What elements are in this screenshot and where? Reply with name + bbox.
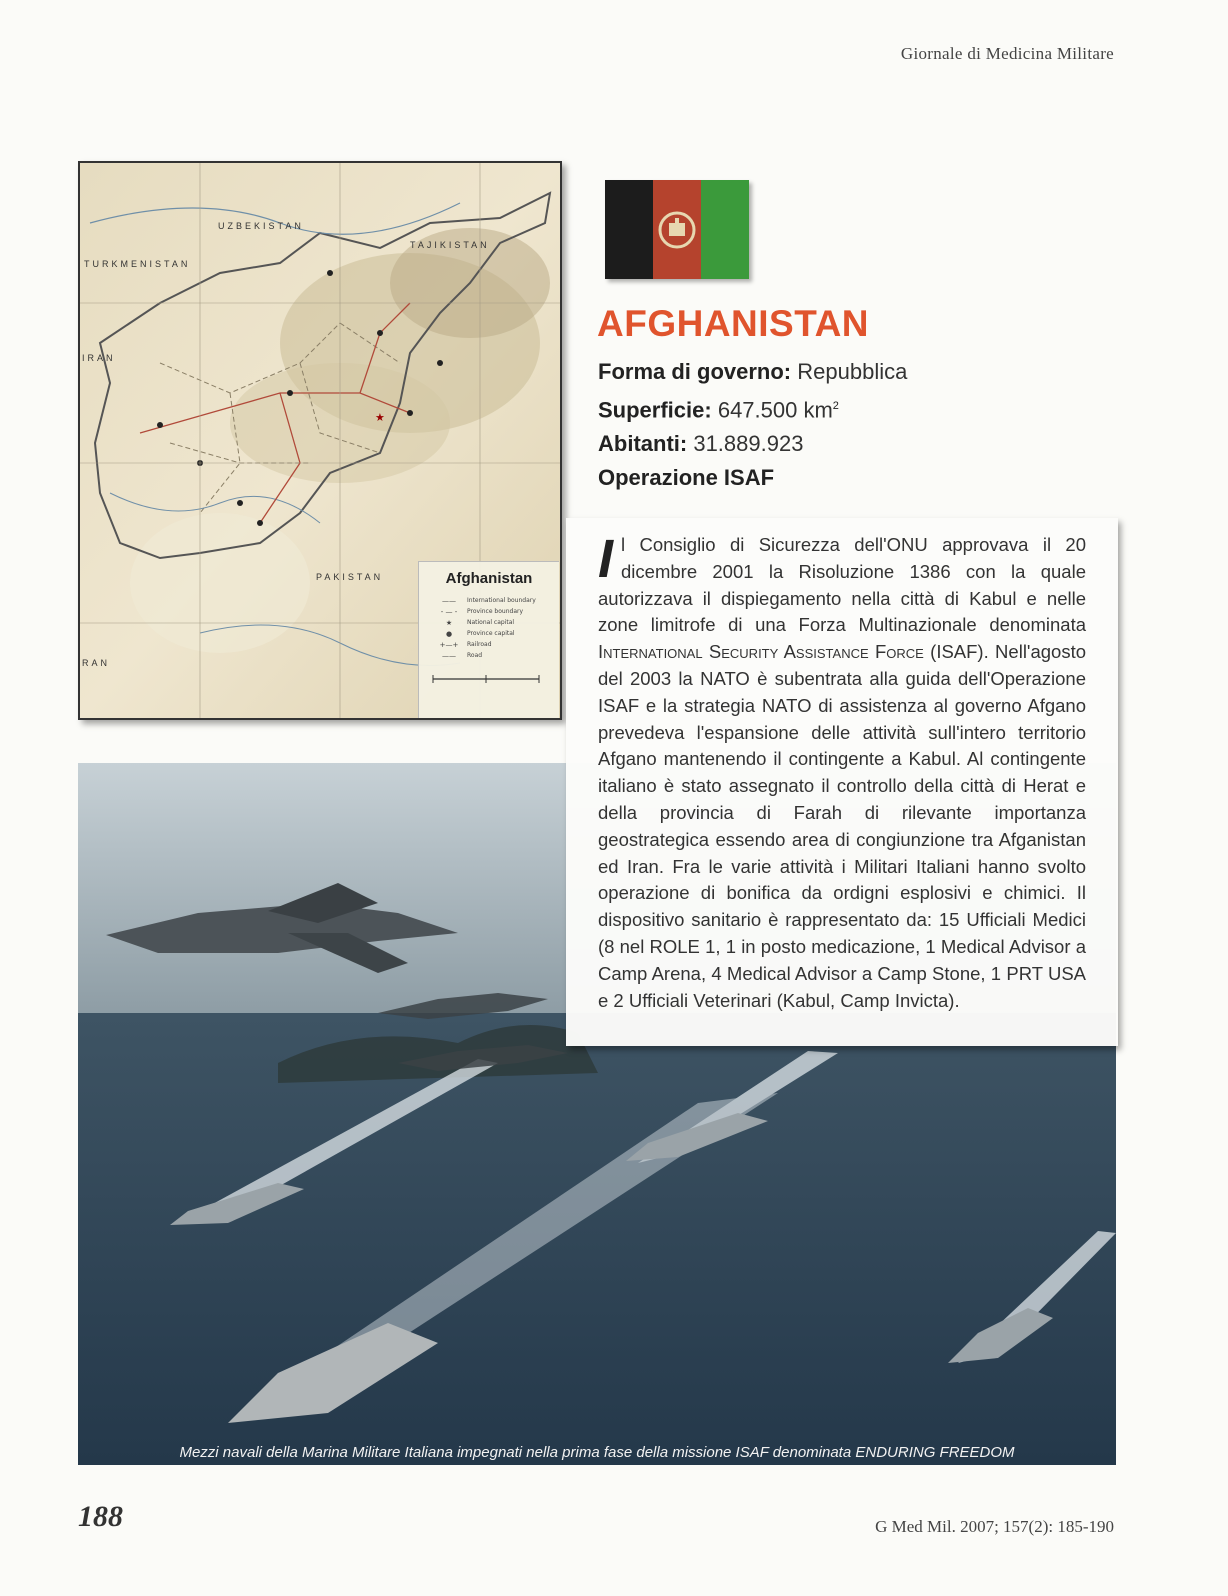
drop-cap: I	[598, 529, 614, 589]
operation-row: Operazione ISAF	[598, 465, 775, 491]
legend-item: —— International boundary	[442, 596, 536, 605]
article-body	[598, 529, 1087, 1014]
journal-header: Giornale di Medicina Militare	[900, 44, 1114, 63]
map-label-uzbekistan: UZBEKISTAN	[218, 221, 304, 231]
article-part-1: l Consiglio di Sicurezza dell'ONU approvava il 20 dicembre 2001 la Risoluzione 1386 con la quale autorizzava il dispiegamento nella città di Kabul e nelle zone limitrofe di una Forza Multinazionale denominata	[598, 534, 1086, 636]
map-label-iran-south: RAN	[82, 658, 111, 668]
map-label-iran: IRAN	[82, 353, 116, 363]
country-title: AFGHANISTAN	[597, 303, 870, 344]
afghanistan-map	[78, 161, 562, 720]
map-label-pakistan: PAKISTAN	[316, 572, 384, 582]
article-part-2: (ISAF). Nell'agosto del 2003 la NATO è subentrata alla guida dell'Operazione ISAF e la strategia NATO di assistenza al governo Afgano prevedeva l'espansione delle attività sull'intero territorio Afgano mantenendo il contingente a Kabul. Al contingente italiano è stato assegnato il controllo della città di Herat e della provincia di Farah di rilevante importanza geostrategica essendo area di congiunzione tra Afganistan ed Iran. Fra le varie attività i Militari Italiani hanno svolto operazione di bonifica da ordigni esplosivi e chimici. Il dispositivo sanitario è rappresentato da: 15 Ufficiali Medici (8 nel ROLE 1, 1 in posto medicazione, 1 Medical Advisor a Camp Arena, 4 Medical Advisor a Camp Stone, 1 PRT USA e 2 Ufficiali Veterinari (Kabul, Camp Invicta).	[598, 641, 1087, 1011]
map-label-tajikistan: TAJIKISTAN	[410, 240, 490, 250]
afghanistan-flag	[605, 180, 749, 279]
flag-stripe-green	[701, 180, 749, 279]
flag-stripe-red	[653, 180, 701, 279]
citation: G Med Mil. 2007; 157(2): 185-190	[875, 1517, 1114, 1536]
article-isaf-name: International Security Assistance Force	[598, 641, 924, 663]
svg-text:★: ★	[375, 411, 385, 424]
map-title: Afghanistan	[445, 570, 533, 587]
article-box	[566, 518, 1118, 1046]
population-row: Abitanti: 31.889.923	[598, 431, 804, 457]
legend-item: +—+ Railroad	[439, 640, 492, 649]
legend-item: —— Road	[442, 651, 483, 660]
map-label-turkmenistan: TURKMENISTAN	[84, 259, 191, 269]
legend-item: - — - Province boundary	[440, 607, 524, 616]
page-number: 188	[78, 1500, 123, 1533]
flag-emblem	[653, 180, 701, 279]
map-scale-bar	[429, 667, 549, 697]
photo-caption: Mezzi navali della Marina Militare Italiana impegnati nella prima fase della missione ISAF denominata ENDURING FREEDOM	[179, 1444, 1015, 1461]
flag-stripe-black	[605, 180, 653, 279]
legend-item: ● Province capital	[445, 629, 515, 638]
legend-item: ★ National capital	[445, 618, 515, 627]
country-facts	[598, 355, 907, 495]
area-row: Superficie: 647.500 $km^2$	[598, 397, 839, 423]
government-row: Forma di governo: Repubblica	[598, 359, 908, 384]
map-legend	[418, 561, 559, 718]
